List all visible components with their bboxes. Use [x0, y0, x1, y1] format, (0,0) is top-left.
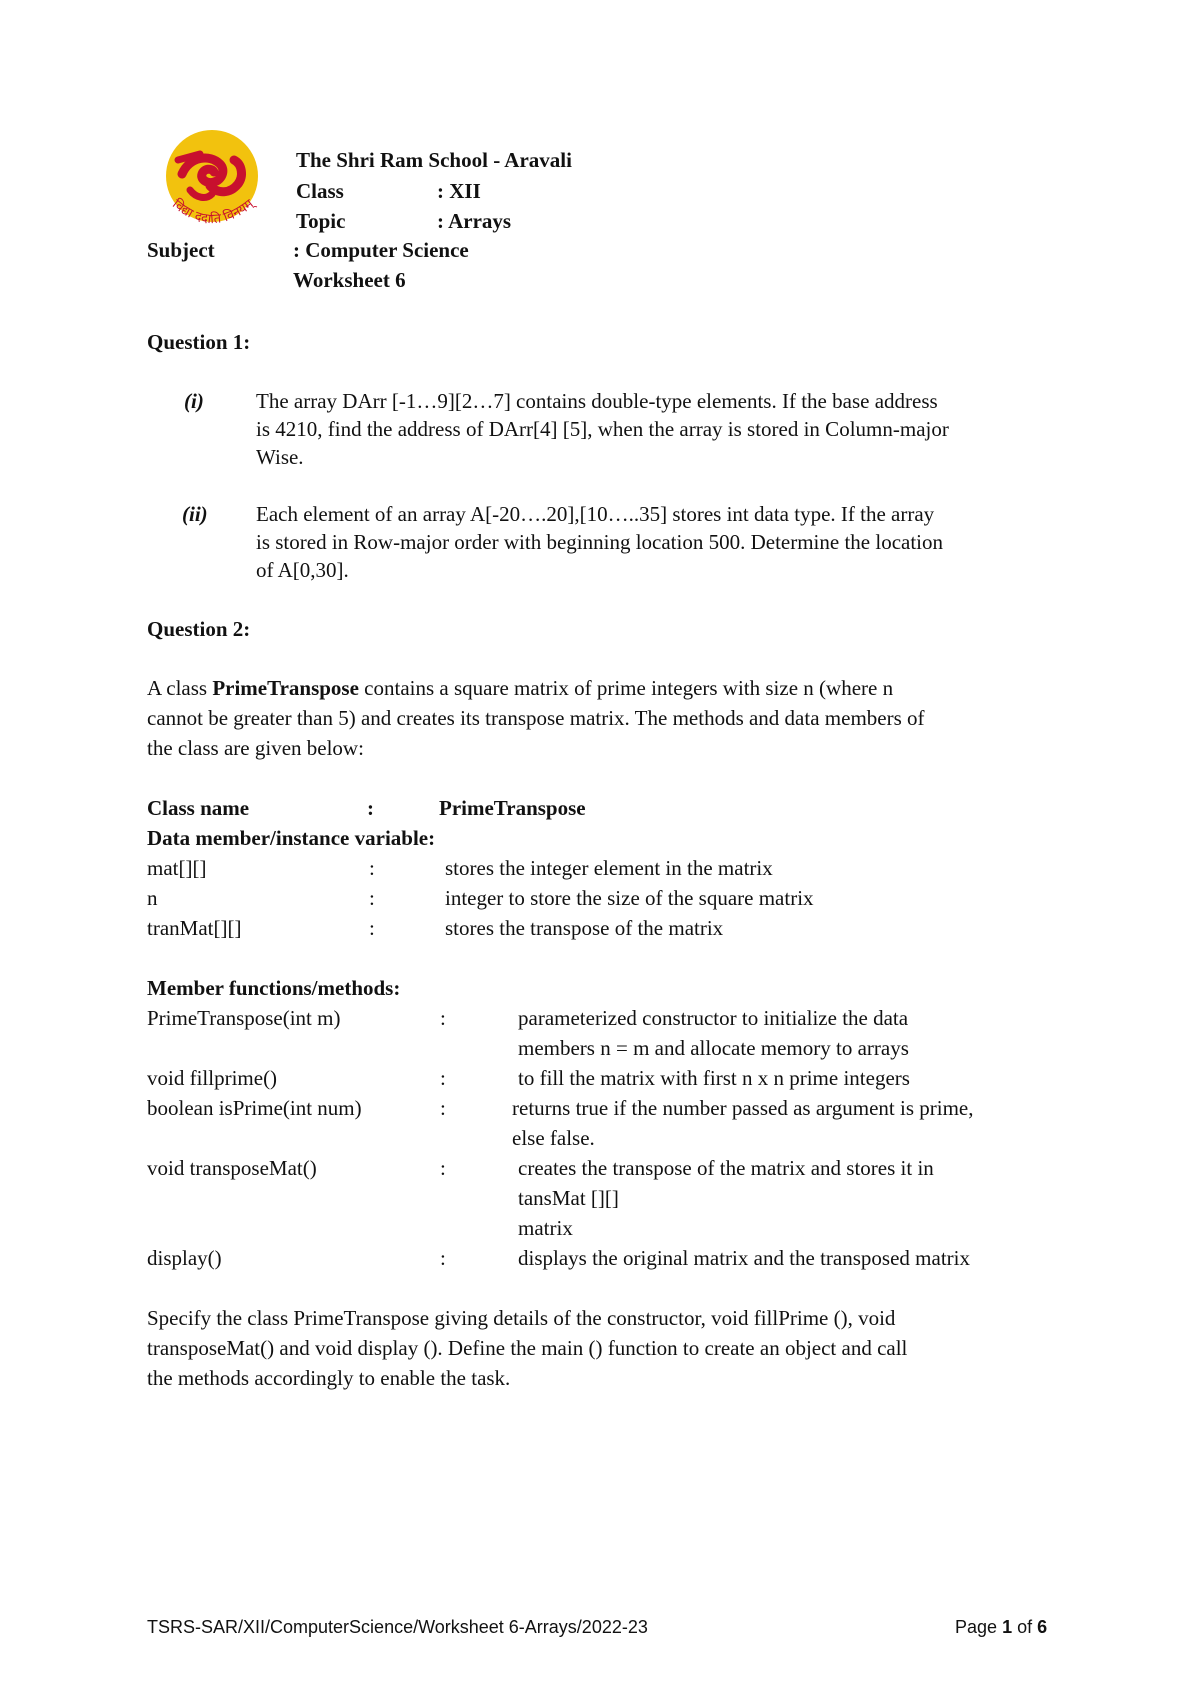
- q1-part-ii-line-1: Each element of an array A[-20….20],[10…..35] stores int data type. If the array: [256, 502, 935, 526]
- worksheet-title: Worksheet 6: [293, 268, 406, 292]
- footer-page-number: [955, 1612, 1047, 1642]
- class-value: : XII: [437, 179, 481, 203]
- method-name: PrimeTranspose(int m): [147, 1006, 341, 1030]
- method-colon: :: [440, 1006, 446, 1030]
- q2-intro-line-3: the class are given below:: [147, 736, 364, 760]
- closing-line-3: the methods accordingly to enable the task.: [147, 1366, 511, 1390]
- q1-part-i-line-3: Wise.: [256, 445, 304, 469]
- method-name: void fillprime(): [147, 1066, 278, 1090]
- data-member-name: n: [147, 886, 158, 910]
- q1-part-i-line-1: The array DArr [-1…9][2…7] contains double-type elements. If the base address: [256, 389, 938, 413]
- method-colon: :: [440, 1066, 446, 1090]
- subject-value: : Computer Science: [293, 238, 469, 262]
- method-desc-line: returns true if the number passed as argument is prime,: [512, 1096, 974, 1120]
- method-colon: :: [440, 1246, 446, 1270]
- method-name: boolean isPrime(int num): [147, 1096, 362, 1120]
- logo-motto: विद्या ददाति विनयम्: [169, 196, 257, 228]
- method-desc-line: members n = m and allocate memory to arrays: [518, 1036, 909, 1060]
- method-desc-line: to fill the matrix with first n x n prime integers: [518, 1066, 910, 1090]
- subject-label: Subject: [147, 238, 215, 262]
- q1-part-ii-number: (ii): [182, 502, 208, 526]
- q2-intro-class-name: PrimeTranspose: [212, 676, 359, 700]
- q1-part-ii-line-2: is stored in Row-major order with beginning location 500. Determine the location: [256, 530, 944, 554]
- methods-heading: Member functions/methods:: [147, 976, 401, 1000]
- question-1-title: Question 1:: [147, 330, 251, 354]
- data-member-colon: :: [369, 856, 375, 880]
- data-member-name: tranMat[][]: [147, 916, 242, 940]
- q2-intro-post: contains a square matrix of prime integers with size n (where n: [358, 676, 894, 700]
- class-name-label: Class name: [147, 796, 250, 820]
- school-emblem-icon: [160, 128, 270, 238]
- data-member-colon: :: [369, 886, 375, 910]
- data-member-desc: integer to store the size of the square matrix: [445, 886, 814, 910]
- method-desc-line: matrix: [518, 1216, 573, 1240]
- method-name: void transposeMat(): [147, 1156, 317, 1180]
- data-members-heading: Data member/instance variable:: [147, 826, 436, 850]
- class-label: Class: [296, 179, 344, 203]
- method-desc-line: tansMat [][]: [518, 1186, 619, 1210]
- school-name: The Shri Ram School - Aravali: [296, 148, 572, 172]
- footer-page-current: 1: [1002, 1617, 1013, 1637]
- data-member-desc: stores the transpose of the matrix: [445, 916, 724, 940]
- footer-page-word: Page: [955, 1617, 998, 1637]
- topic-label: Topic: [296, 209, 346, 233]
- q2-intro-line-1: [147, 673, 893, 703]
- method-desc-line: creates the transpose of the matrix and stores it in: [518, 1156, 934, 1180]
- method-desc-line: parameterized constructor to initialize the data: [518, 1006, 909, 1030]
- closing-line-2: transposeMat() and void display (). Define the main () function to create an object and call: [147, 1336, 908, 1360]
- q1-part-i-number: (i): [184, 389, 204, 413]
- question-2-title: Question 2:: [147, 617, 251, 641]
- method-name: display(): [147, 1246, 222, 1270]
- data-member-desc: stores the integer element in the matrix: [445, 856, 773, 880]
- school-logo: [160, 128, 270, 238]
- topic-value: : Arrays: [437, 209, 512, 233]
- q2-intro-pre: A class: [147, 676, 213, 700]
- class-name-value: PrimeTranspose: [439, 796, 586, 820]
- footer-document-code: TSRS-SAR/XII/ComputerScience/Worksheet 6-Arrays/2022-23: [147, 1617, 648, 1637]
- q2-intro-line-2: cannot be greater than 5) and creates its transpose matrix. The methods and data members of: [147, 706, 925, 730]
- class-name-colon: :: [367, 796, 374, 820]
- data-member-colon: :: [369, 916, 375, 940]
- method-desc-line: displays the original matrix and the transposed matrix: [518, 1246, 970, 1270]
- method-desc-line: else false.: [512, 1126, 595, 1150]
- closing-line-1: Specify the class PrimeTranspose giving details of the constructor, void fillPrime (), void: [147, 1306, 896, 1330]
- footer-of-word: of: [1017, 1617, 1033, 1637]
- data-member-name: mat[][]: [147, 856, 207, 880]
- method-colon: :: [440, 1156, 446, 1180]
- q1-part-ii-line-3: of A[0,30].: [256, 558, 349, 582]
- method-colon: :: [440, 1096, 446, 1120]
- footer-page-total: 6: [1037, 1617, 1048, 1637]
- q1-part-i-line-2: is 4210, find the address of DArr[4] [5], when the array is stored in Column-major: [256, 417, 949, 441]
